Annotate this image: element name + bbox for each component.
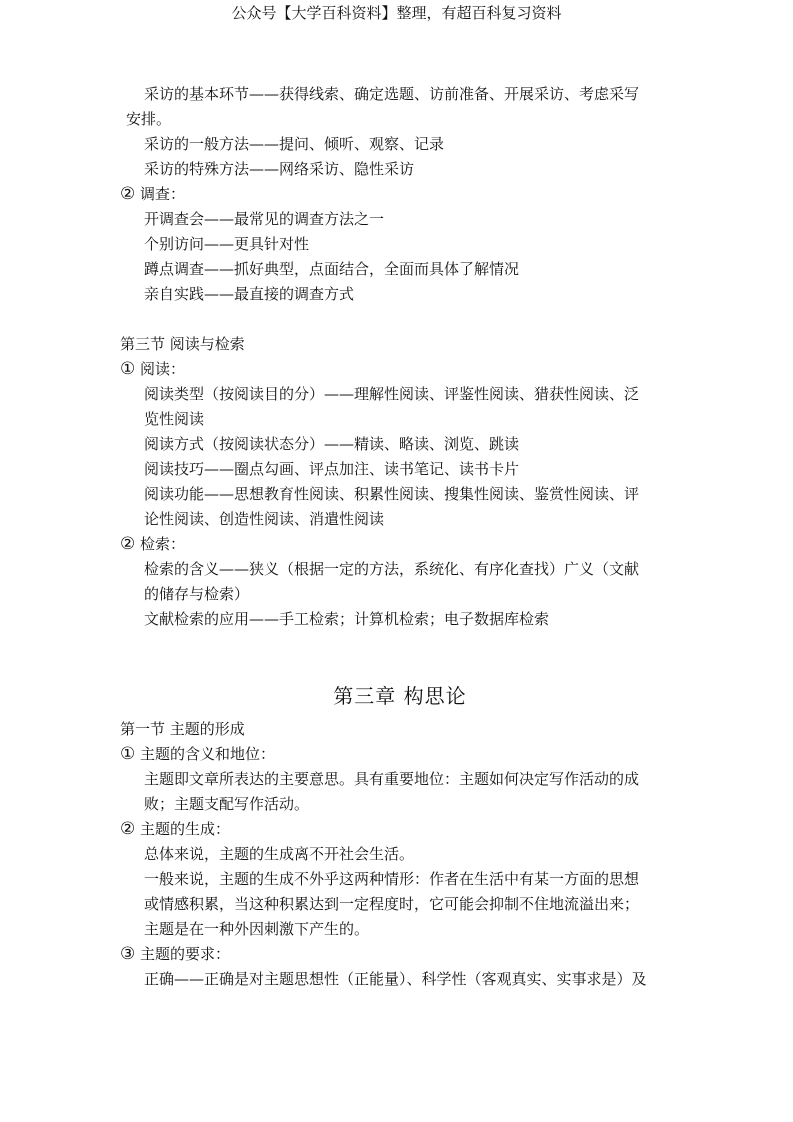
theme-meaning-text: 主题即文章所表达的主要意思。具有重要地位：主题如何决定写作活动的成	[144, 770, 640, 788]
section-title: 第一节 主题的形成	[120, 720, 245, 738]
circled-number: ②	[120, 534, 136, 554]
interview-general-methods: 采访的一般方法——提问、倾听、观察、记录	[144, 135, 445, 153]
survey-heading-text: 调查：	[140, 185, 186, 203]
chapter-title: 第三章 构思论	[333, 684, 467, 708]
reading-types: 阅读类型（按阅读目的分）——理解性阅读、评鉴性阅读、猎获性阅读、泛	[144, 385, 640, 403]
theme-meaning-heading-text: 主题的含义和地位：	[140, 745, 276, 763]
theme-generation-continuation: 主题是在一种外因刺激下产生的。	[144, 920, 370, 938]
survey-item: 开调查会——最常见的调查方法之一	[144, 210, 385, 228]
theme-generation-heading	[120, 817, 680, 842]
theme-meaning-continuation: 败；主题支配写作活动。	[144, 795, 310, 813]
document-body	[120, 82, 680, 992]
retrieval-meaning-continuation: 的储存与检索）	[144, 585, 250, 603]
circled-number: ①	[120, 359, 136, 379]
reading-types-continuation: 览性阅读	[144, 410, 205, 428]
section-title: 第三节 阅读与检索	[120, 335, 245, 353]
reading-heading-text: 阅读：	[140, 360, 186, 378]
reading-functions-continuation: 论性阅读、创造性阅读、消遣性阅读	[144, 510, 385, 528]
interview-steps-continuation: 安排。	[126, 110, 172, 128]
theme-requirements-heading	[120, 942, 680, 967]
survey-item: 个别访问——更具针对性	[144, 235, 310, 253]
interview-steps-line: 采访的基本环节——获得线索、确定选题、访前准备、开展采访、考虑采写	[144, 85, 640, 103]
circled-number: ③	[120, 944, 136, 964]
survey-heading	[120, 182, 680, 207]
circled-number: ①	[120, 744, 136, 764]
retrieval-meaning: 检索的含义——狭义（根据一定的方法，系统化、有序化查找）广义（文献	[144, 560, 640, 578]
theme-requirements-heading-text: 主题的要求：	[140, 945, 231, 963]
circled-number: ②	[120, 184, 136, 204]
reading-skills: 阅读技巧——圈点勾画、评点加注、读书笔记、读书卡片	[144, 460, 520, 478]
theme-generation-text: 一般来说，主题的生成不外乎这两种情形：作者在生活中有某一方面的思想	[144, 870, 640, 888]
interview-special-methods: 采访的特殊方法——网络采访、隐性采访	[144, 160, 415, 178]
theme-generation-text: 总体来说，主题的生成离不开社会生活。	[144, 845, 415, 863]
circled-number: ②	[120, 819, 136, 839]
reading-functions: 阅读功能——思想教育性阅读、积累性阅读、搜集性阅读、鉴赏性阅读、评	[144, 485, 640, 503]
retrieval-heading	[120, 532, 680, 557]
survey-item: 蹲点调查——抓好典型，点面结合，全面而具体了解情况	[144, 260, 520, 278]
retrieval-heading-text: 检索：	[140, 535, 186, 553]
survey-item: 亲自实践——最直接的调查方式	[144, 285, 355, 303]
retrieval-applications: 文献检索的应用——手工检索；计算机检索；电子数据库检索	[144, 610, 550, 628]
reading-modes: 阅读方式（按阅读状态分）——精读、略读、浏览、跳读	[144, 435, 520, 453]
theme-requirement-correct: 正确——正确是对主题思想性（正能量）、科学性（客观真实、实事求是）及	[144, 970, 647, 988]
theme-generation-continuation: 或情感积累，当这种积累达到一定程度时，它可能会抑制不住地流溢出来；	[144, 895, 640, 913]
theme-generation-heading-text: 主题的生成：	[140, 820, 231, 838]
page-header: 公众号【大学百科资料】整理，有超百科复习资料	[231, 4, 562, 22]
reading-heading	[120, 357, 680, 382]
theme-meaning-heading	[120, 742, 680, 767]
